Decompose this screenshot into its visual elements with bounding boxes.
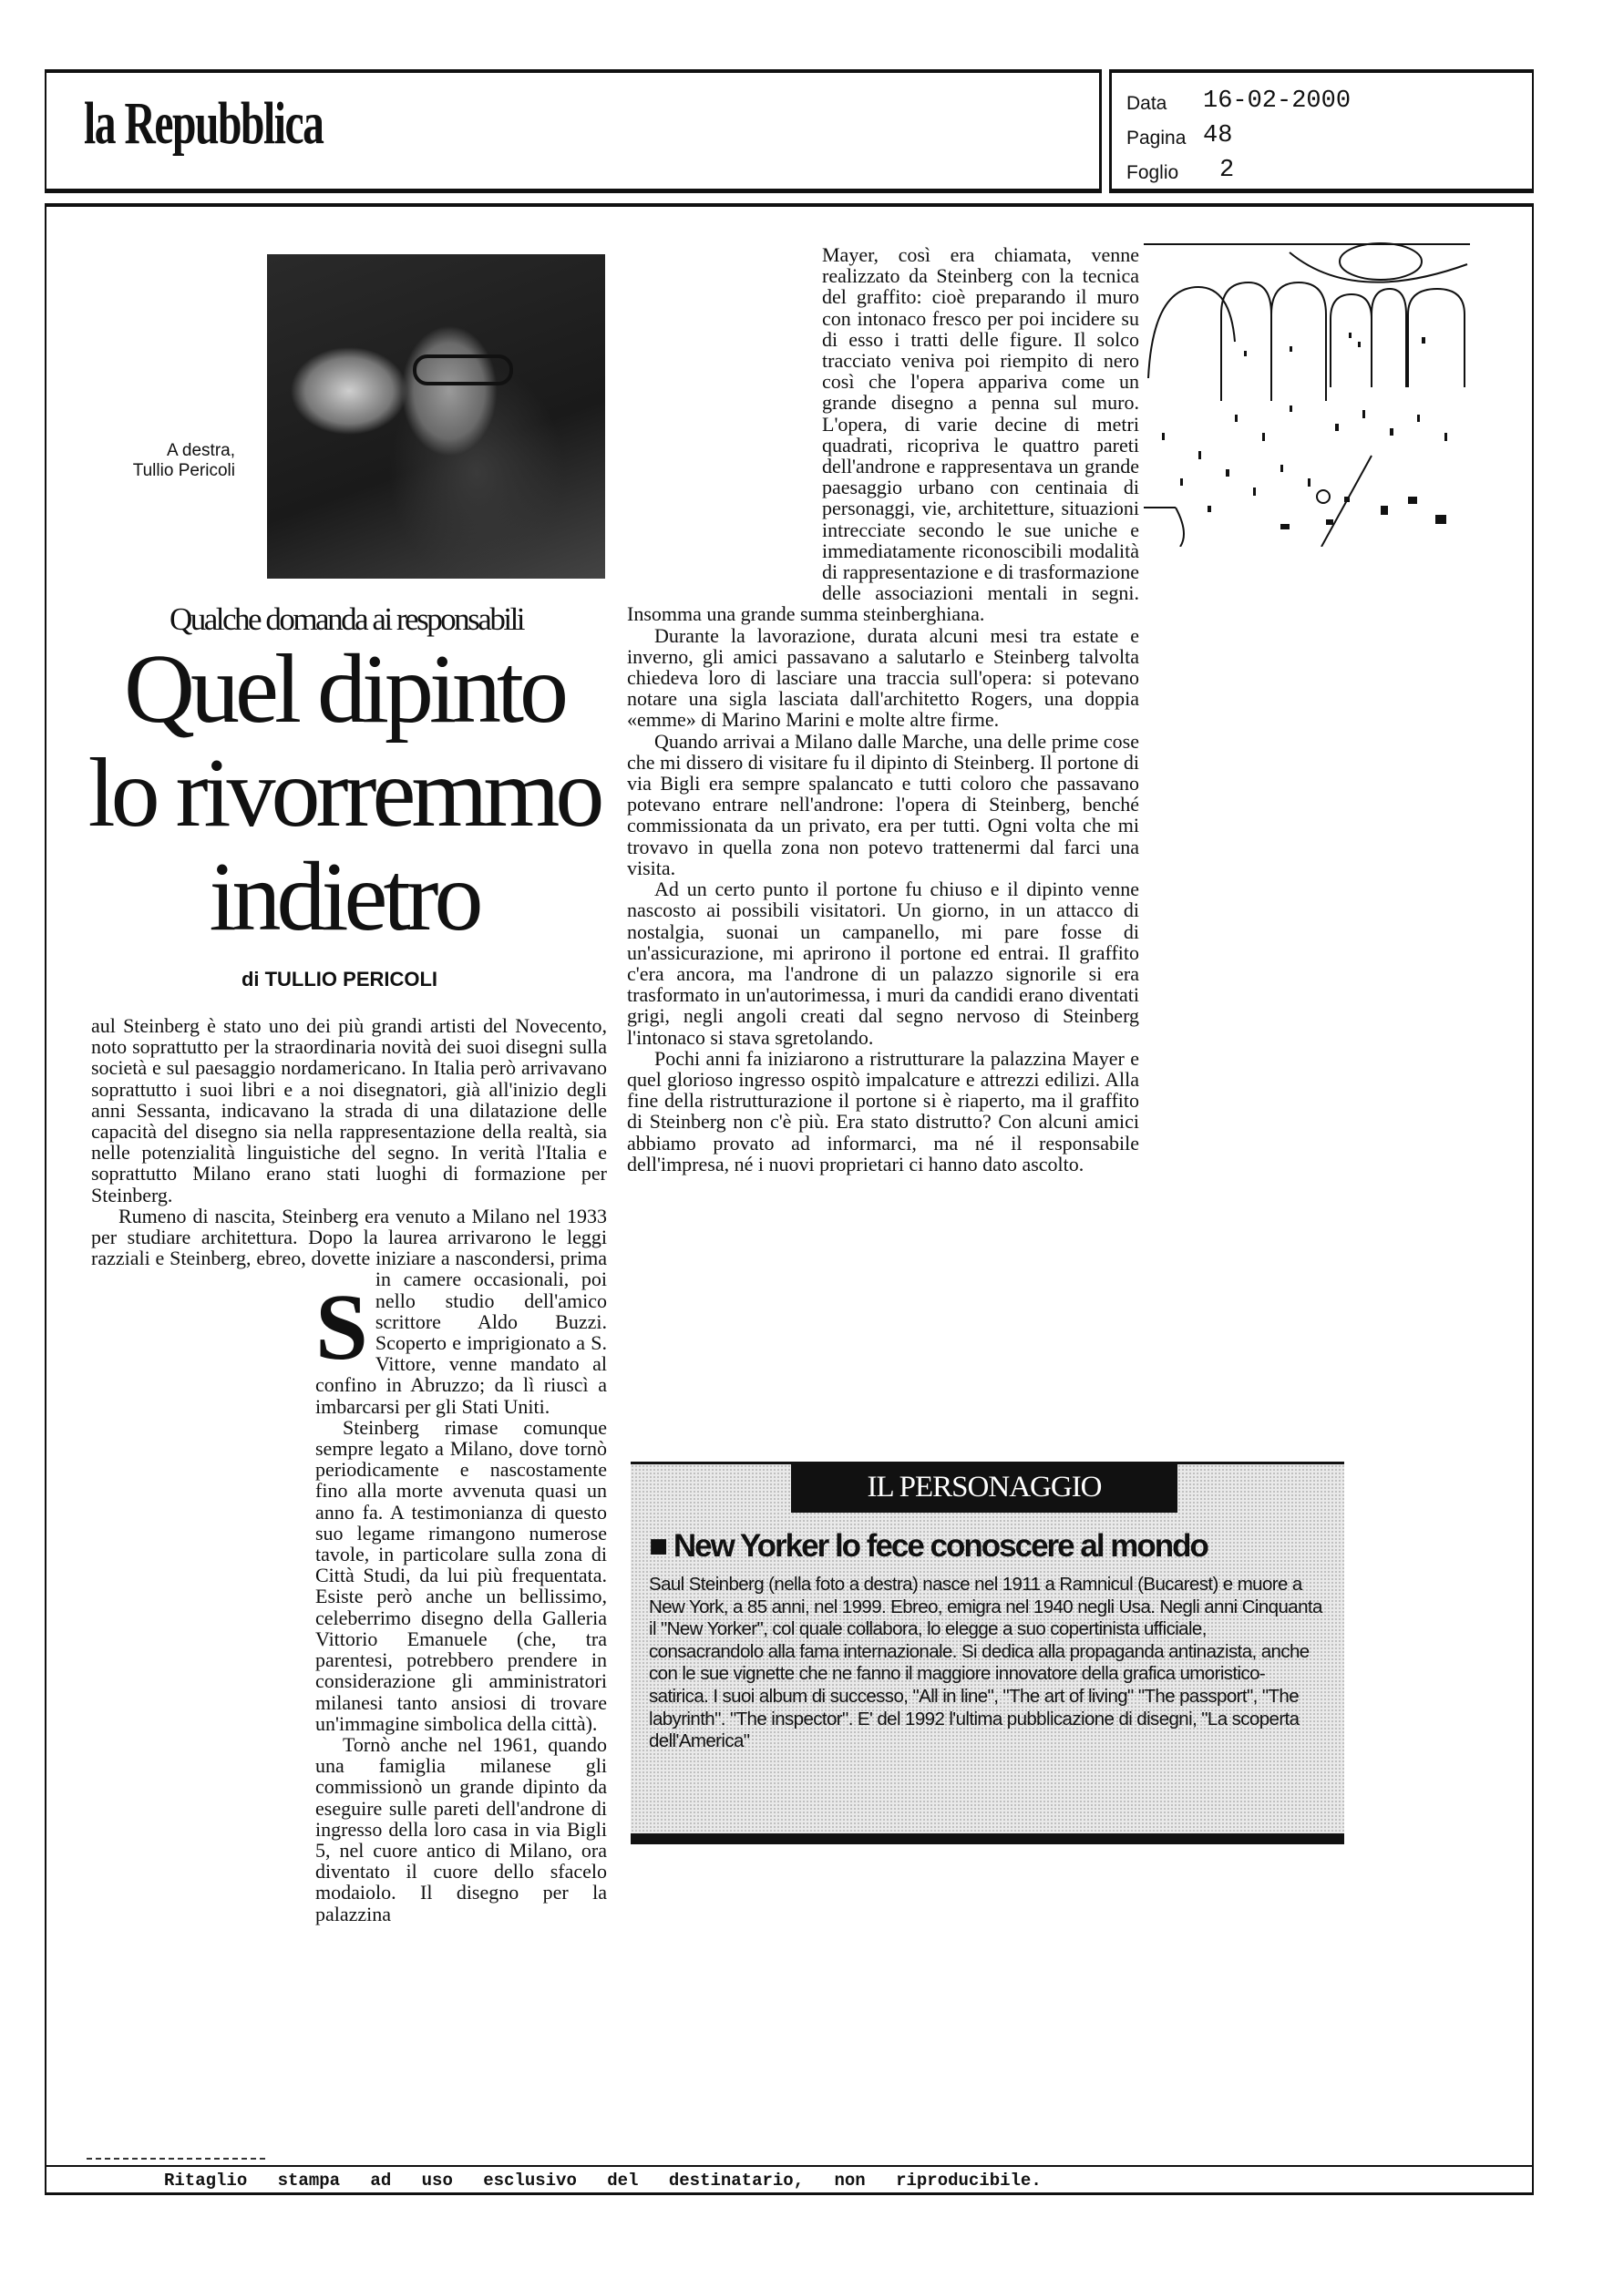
title-line: indietro — [209, 843, 479, 951]
title-line: Quel dipinto — [124, 635, 564, 744]
footer-rule — [45, 2165, 1534, 2167]
article-column-left — [91, 1015, 607, 2289]
byline: di TULLIO PERICOLI — [241, 968, 438, 991]
box-headline: ■ New Yorker lo fece conoscere al mondo — [649, 1528, 1208, 1564]
section-label: IL PERSONAGGIO — [791, 1462, 1177, 1513]
title-line: lo rivorremmo — [87, 739, 601, 847]
paragraph: Ad un certo punto il portone fu chiuso e il dipinto venne nascosto ai possibili visitatori. Un giorno, in un attacco di nostalgia, suonai un campanello, mi pare fosse di un'assicurazione, mi aprirono il portone ed entrai. Il graffito c'era ancora, ma l'androne di un palazzo signorile si era trasformato in un'autorimessa, i muri da candidi erano diventati grigi, negli angoli creati dal segno nervoso di Steinberg l'intonaco si stava sgretolando. — [627, 878, 1139, 1049]
footer-notice: Ritaglio stampa ad uso esclusivo del destinatario, non riproducibile. — [164, 2171, 1042, 2191]
crowd-figures — [1162, 333, 1447, 529]
article-column-center — [627, 244, 1139, 1175]
profile-box — [631, 1462, 1344, 1844]
date-value: 16-02-2000 — [1203, 87, 1352, 115]
paragraph: Quando arrivai a Milano dalle Marche, una delle prime cose che mi dissero di visitare fu il dipinto di Steinberg. Il portone di via Bigli era sempre spalancato e tutti coloro che passavano potevano entrare nell'androne: l'opera di Steinberg, benché commissionata da un privato, era per tutti. Ogni volta che mi trovavo in quella zona non potevo trattenermi dal farci una visita. — [627, 729, 1139, 879]
steinberg-graffito-drawing — [1144, 241, 1472, 547]
article-title — [82, 635, 606, 951]
paragraph: Steinberg rimase comunque sempre legato a Milano, dove tornò periodicamente e nascostamente fino alla morte avvenuta quasi un anno fa. A testimonianza di questo suo legame rimangono numerose tavole, in particolare sulla zona di Città Studi, da lui più frequentata. Esiste però anche un bellissimo, celeberrimo disegno della Galleria Vittorio Emanuele (che, tra parentesi, potrebbero prendere in considerazione gli amministratori milanesi tanto ansiosi di trovare un'immagine simbolica della città). — [315, 1415, 607, 1735]
page-value: 48 — [1203, 122, 1233, 149]
paragraph: Rumeno di nascita, Steinberg era venuto a Milano nel 1933 per studiare architettura. Dopo la laurea arrivarono le leggi razziali e Steinberg, ebreo, dovette iniziare a nascondersi, prima in camere occasionali, poi nello studio dell'amico scrittore Aldo Buzzi. Scoperto e imprigionato a S. Vittore, venne mandato al confino in Abruzzo; da lì riuscì a imbarcarsi per gli Stati Uniti. — [91, 1204, 607, 1418]
paragraph: Durante la lavorazione, durata alcuni mesi tra estate e inverno, gli amici passavano a salutarlo e Steinberg talvolta chiedeva loro di lasciare una traccia sull'opera: si potevano notare una sigla lasciata dall'architetto Rogers, una doppia «emme» di Marino Marini e molte altre firme. — [627, 623, 1139, 732]
photo-caption — [91, 441, 235, 481]
date-label: Data — [1126, 93, 1167, 114]
caption-line: Tullio Pericoli — [132, 461, 235, 480]
box-text: Saul Steinberg (nella foto a destra) nasce nel 1911 a Ramnicul (Bucarest) e muore a New York, a 85 anni, nel 1999. Ebreo, emigra nel 1940 negli Usa. Negli anni Cinquanta il "New Yorker", col quale collabora, lo elegge a suo copertinista ufficiale, consacrandolo alla fama internazionale. Si dedica alla propaganda antinazista, anche con le sue vignette che ne fanno il maggiore innovatore della grafica umoristico-satirica. I suoi album di successo, "All in line", "The art of living" "The passport", "The labyrinth". "The inspector". E' del 1992 l'ultima pubblicazione di disegni, "La scoperta dell'America" — [649, 1574, 1322, 1752]
newspaper-logo: la Repubblica — [84, 90, 324, 157]
square-bullet-icon: ■ — [649, 1528, 673, 1564]
sheet-label: Foglio — [1126, 162, 1179, 183]
drop-cap: S — [315, 1275, 368, 1380]
clipping-metadata — [1109, 69, 1534, 193]
author-photo — [267, 254, 605, 579]
page-label: Pagina — [1126, 128, 1187, 149]
article-kicker: Qualche domanda ai responsabili — [169, 601, 524, 637]
glasses-detail — [413, 354, 513, 385]
paragraph: S aul Steinberg è stato uno dei più grandi artisti del Novecento, noto soprattutto per la straordinaria novità dei suoi disegni sulla società e sul paesaggio nordamericano. In Italia però arrivavano soprattutto i suoi libri e a noi disegnatori, già all'inizio degli anni Sessanta, indicavano la strada di una dilatazione delle capacità del disegno sia nella rappresentazione della realtà, sia nelle potenzialità linguistiche del segno. In verità l'Italia e soprattutto Milano erano stati luoghi di formazione per Steinberg. — [91, 1014, 607, 1380]
paragraph: Mayer, così era chiamata, venne realizzato da Steinberg con la tecnica del graffito: cioè preparando il muro con intonaco fresco per poi incidere su di esso i tratti delle figure. Il solco tracciato veniva poi riempito di nero così che l'opera appariva come un grande disegno a penna sul muro. L'opera, di varie decine di metri quadrati, ricopriva le quattro pareti dell'androne e rappresentava un grande paesaggio urbano con centinaia di personaggi, vie, architetture, situazioni intrecciate secondo le sue uniche e immediatamente riconoscibili modalità di rappresentazione e di trasformazione delle associazioni mentali in segni. Insomma una grande summa steinberghiana. — [627, 243, 1139, 626]
caption-line: A destra, — [167, 441, 235, 460]
paragraph: Pochi anni fa iniziarono a ristrutturare la palazzina Mayer e quel glorioso ingresso ospitò impalcature e attrezzi edilizi. Alla fine della ristrutturazione il portone si è riaperto, ma il graffito di Steinberg non c'è più. Era stato distrutto? Con alcuni amici abbiamo provato ad informarci, ma né il responsabile dell'impresa, né i nuovi proprietari ci hanno dato ascolto. — [627, 1046, 1139, 1175]
sheet-value: 2 — [1219, 157, 1235, 184]
decorative-rule — [87, 2158, 265, 2160]
paragraph: Tornò anche nel 1961, quando una famiglia milanese gli commissionò un grande dipinto da eseguire sulle pareti dell'androne di ingresso della loro casa in via Bigli 5, nel cuore antico di Milano, ora diventato il cuore dello sfacelo modaiolo. Il disegno per la palazzina — [315, 1732, 607, 1925]
